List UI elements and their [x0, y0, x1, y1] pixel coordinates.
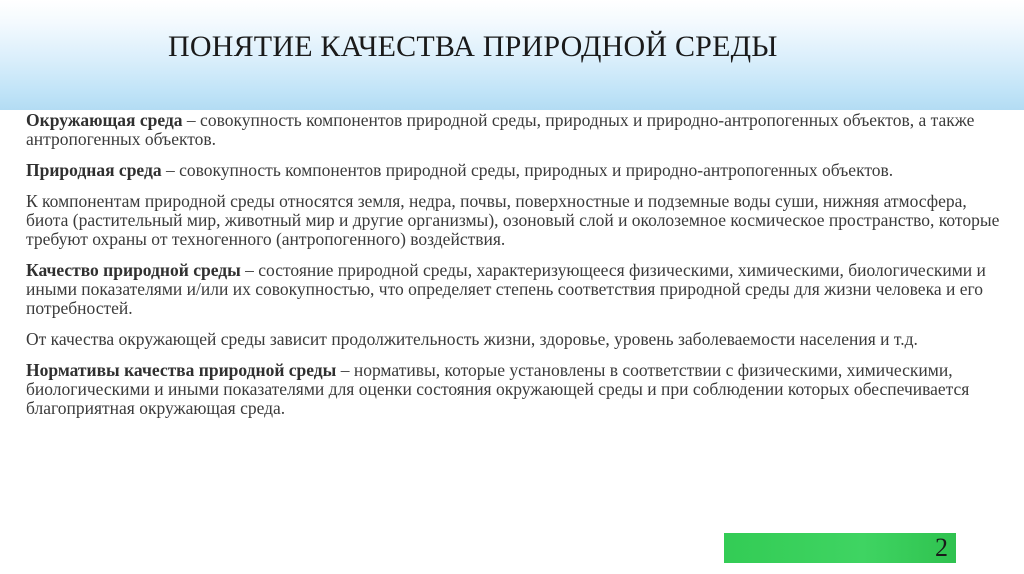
paragraph-standards: [26, 361, 1001, 418]
term-environment: Окружающая среда: [26, 110, 183, 130]
slide-body: [26, 111, 1001, 430]
paragraph-natural-environment: [26, 161, 1001, 180]
slide-header: [0, 0, 1024, 110]
page-number: 2: [935, 533, 948, 562]
slide-title: ПОНЯТИЕ КАЧЕСТВА ПРИРОДНОЙ СРЕДЫ: [168, 30, 778, 63]
term-quality: Качество природной среды: [26, 260, 241, 280]
dependence-text: От качества окружающей среды зависит продолжительность жизни, здоровье, уровень заболеваемости населения и т.д.: [26, 329, 918, 349]
definition-environment: – совокупность компонентов природной среды, природных и природно-антропогенных объектов, а также антропогенных объектов.: [26, 110, 975, 149]
term-standards: Нормативы качества природной среды: [26, 360, 337, 380]
paragraph-components: [26, 192, 1001, 249]
definition-natural-environment: – совокупность компонентов природной среды, природных и природно-антропогенных объектов.: [161, 160, 894, 180]
page-number-bar: [724, 533, 956, 563]
paragraph-quality: [26, 261, 1001, 318]
definition-quality: – состояние природной среды, характеризующееся физическими, химическими, биологическими и иными показателями и/или их совокупностью, что определяет степень соответствия природной среды для жизни человека и его потребностей.: [26, 260, 986, 318]
components-text: К компонентам природной среды относятся земля, недра, почвы, поверхностные и подземные воды суши, нижняя атмосфера, биота (растительный мир, животный мир и другие организмы), озоновый слой и околоземное космическое пространство, которые требуют охраны от техногенного (антропогенного) воздействия.: [26, 191, 1000, 249]
paragraph-environment: [26, 111, 1001, 149]
definition-standards: – нормативы, которые установлены в соответствии с физическими, химическими, биологическими и иными показателями для оценки состояния окружающей среды и при соблюдении которых обеспечивается благоприятная окружающая среда.: [26, 360, 970, 418]
paragraph-dependence: [26, 330, 1001, 349]
term-natural-environment: Природная среда: [26, 160, 162, 180]
